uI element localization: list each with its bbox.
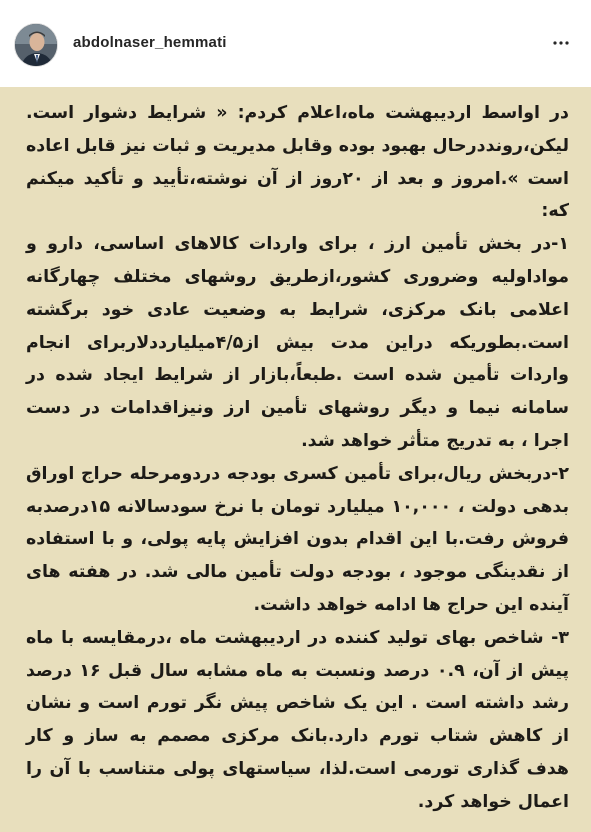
post-image — [0, 87, 591, 832]
post-paragraph-intro: در اواسط اردیبهشت ماه،اعلام کردم: « شرایط دشوار است. لیکن،رونددرحال بهبود بوده وقابل مدیریت و ثبات نیز قابل اعاده است ».امروز و بعد از ۲۰روز از آن نوشته،تأیید و تأکید میکنم که: — [26, 103, 569, 222]
avatar[interactable] — [14, 23, 58, 67]
more-options-icon[interactable] — [549, 31, 573, 55]
post-text — [26, 97, 569, 819]
post-paragraph-1: ۱-در بخش تأمین ارز ، برای واردات کالاهای اساسی، دارو و مواداولیه وضروری کشور،ازطریق روشهای مختلف چهارگانه اعلامی بانک مرکزی، شرایط به وضعیت عادی خود برگشته است.بطوریکه دراین مدت بیش از۴/۵میلیارددلاربرای انجام واردات تأمین شده است .طبعاً،بازار از شرایط ایجاد شده در سامانه نیما و دیگر روشهای تأمین ارز ونیزاقدامات در دست اجرا ، به تدریج متأثر خواهد شد. — [26, 234, 569, 451]
username[interactable]: abdolnaser_hemmati — [73, 34, 227, 51]
post-paragraph-3: ۳- شاخص بهای تولید کننده در اردیبهشت ماه ،درمقایسه با ماه پیش از آن، ۰.۹ درصد ونسبت به ماه مشابه سال قبل ۱۶ درصد رشد داشته است . این یک شاخص پیش نگر تورم است و نشان از کاهش شتاب تورم دارد.بانک مرکزی مصمم به ساز و کار هدف گذاری تورمی است.لذا، سیاستهای پولی متناسب با آن را اعمال خواهد کرد. — [26, 627, 570, 812]
profile-photo-icon — [15, 24, 58, 67]
post-header — [0, 0, 591, 87]
post-paragraph-2: ۲-دربخش ریال،برای تأمین کسری بودجه دردومرحله حراج اوراق بدهی دولت ، ۱۰,۰۰۰ میلیارد تومان با نرخ سودسالانه ۱۵درصدبه فروش رفت.با این اقدام بدون افزایش پایه پولی، و با استفاده از نقدینگی موجود ، بودجه دولت تأمین مالی شد. در هفته های آینده این حراج ها ادامه خواهد داشت. — [26, 463, 569, 615]
